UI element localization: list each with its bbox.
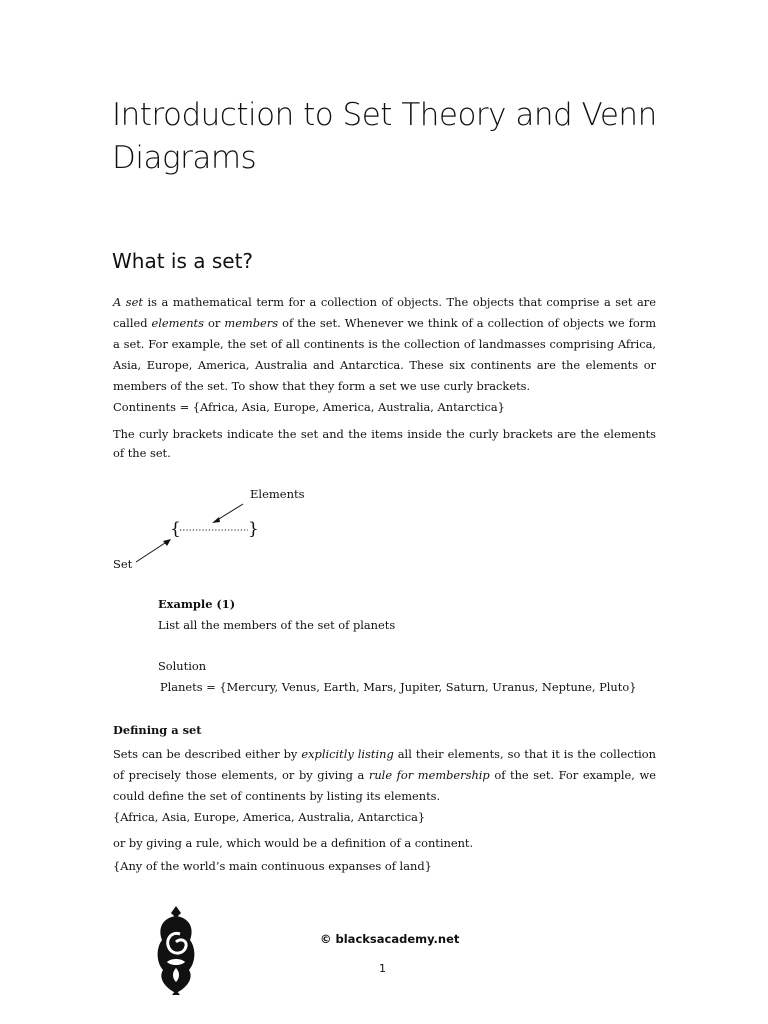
example-spacer xyxy=(158,636,636,656)
page-title: Introduction to Set Theory and Venn Diagrams xyxy=(112,97,657,176)
defining-text-1: Sets can be described either by xyxy=(113,747,302,761)
elements-label: Elements xyxy=(250,487,305,501)
elements-arrowhead xyxy=(212,517,220,523)
example-heading: Example (1) xyxy=(158,597,236,611)
page-number: 1 xyxy=(379,962,386,975)
set-label: Set xyxy=(113,557,133,571)
term-explicitly-listing: explicitly listing xyxy=(301,747,394,761)
term-rule-for-membership: rule for membership xyxy=(368,768,490,782)
brackets-paragraph: The curly brackets indicate the set and the items inside the curly brackets are the elements of the set. xyxy=(113,427,656,460)
intro-paragraph xyxy=(113,292,656,397)
term-a-set: A set xyxy=(113,295,143,309)
intro-text-2: of the set. Whenever we think of a collection of objects we form a set. For example, the set of all continents is the collection of landmasses comprising Africa, Asia, Europe, America, Australia and Antarctica. These six continents are the elements or members of the set. To show that they form a set we use curly brackets. xyxy=(113,316,656,393)
continents-set-line: Continents = {Africa, Asia, Europe, America, Australia, Antarctica} xyxy=(113,400,505,414)
rule-line: or by giving a rule, which would be a definition of a continent. xyxy=(113,836,474,850)
set-arrow-line xyxy=(136,541,168,562)
example-question: List all the members of the set of planets xyxy=(158,618,396,632)
blacks-academy-logo-icon xyxy=(153,904,199,996)
rule-definition-line: {Any of the world’s main continuous expanses of land} xyxy=(113,859,432,873)
close-brace: } xyxy=(248,519,259,539)
solution-label: Solution xyxy=(158,659,207,673)
copyright-text: © blacksacademy.net xyxy=(320,932,460,946)
term-members: members xyxy=(224,316,279,330)
set-arrowhead xyxy=(163,539,171,546)
section-heading: What is a set? xyxy=(112,249,254,273)
continents-list-line: {Africa, Asia, Europe, America, Australia, Antarctica} xyxy=(113,810,426,824)
defining-text-2: all their elements, so that it is the collection of precisely those elements, or by giving a xyxy=(113,747,656,782)
term-elements: elements xyxy=(151,316,204,330)
intro-text-1: is a mathematical term for a collection of objects. The objects that comprise a set are called xyxy=(113,295,656,330)
example-block xyxy=(158,594,636,698)
solution-answer: Planets = {Mercury, Venus, Earth, Mars, Jupiter, Saturn, Uranus, Neptune, Pluto} xyxy=(160,680,637,694)
defining-text-3: of the set. For example, we could define the set of continents by listing its elements. xyxy=(113,768,656,803)
open-brace: { xyxy=(170,519,181,539)
intro-or: or xyxy=(203,316,225,330)
set-notation-diagram xyxy=(108,480,368,580)
defining-heading: Defining a set xyxy=(113,723,202,737)
defining-paragraph xyxy=(113,744,656,807)
